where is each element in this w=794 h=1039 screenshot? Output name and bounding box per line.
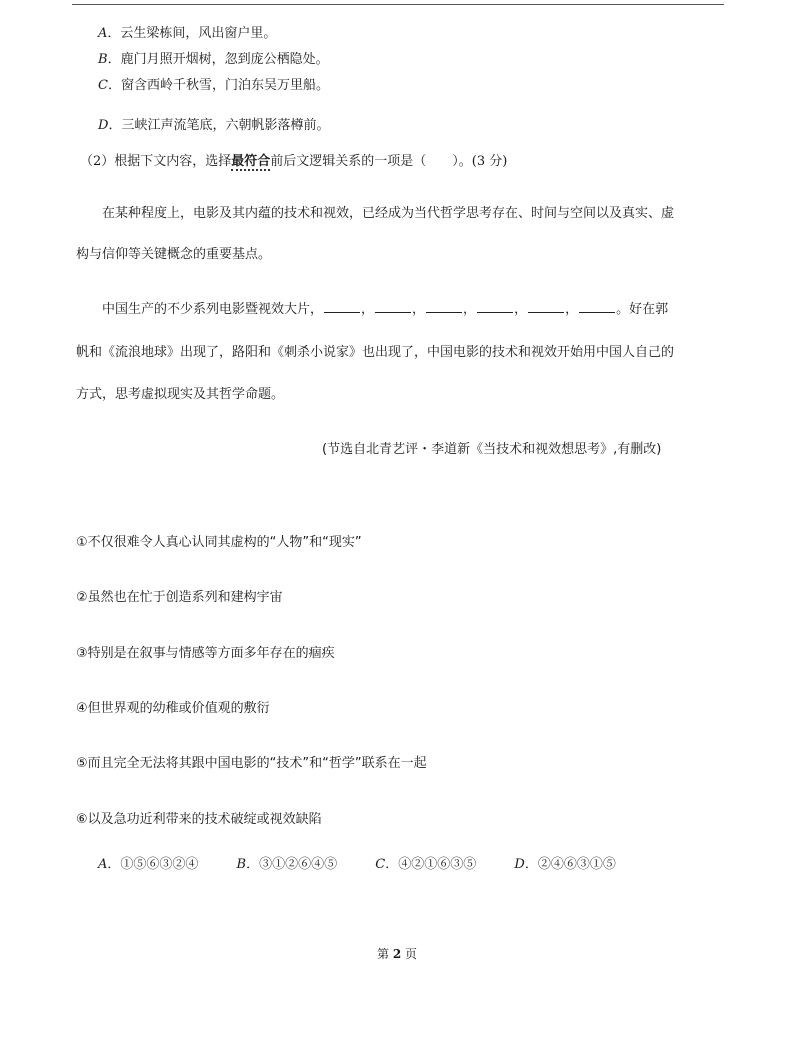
sentence-3: ③特别是在叙事与情感等方面多年存在的痼疾 (76, 646, 335, 661)
passage-p2-line3: 方式，思考虚拟现实及其哲学命题。 (76, 387, 285, 402)
answer-choices (98, 853, 650, 872)
passage-p1-line1: 在某种程度上，电影及其内蕴的技术和视效，已经成为当代哲学思考存在、时间与空间以及真实、虚 (102, 206, 675, 221)
blank-3 (426, 300, 462, 313)
header-rule (72, 4, 724, 5)
prev-option-b: B．鹿门月照开烟树，忽到庞公栖隐处。 (98, 52, 329, 67)
emphasis-text: 最符合 (231, 154, 271, 169)
prev-option-a: A．云生梁栋间，风出窗户里。 (98, 26, 277, 41)
blank-6 (579, 300, 615, 313)
page-number: 第 2 页 (376, 947, 418, 961)
sentence-4: ④但世界观的幼稚或价值观的敷衍 (76, 701, 270, 716)
passage-p2-line1: 中国生产的不少系列电影暨视效大片， ， ， ， ， ， 。好在郭 (102, 302, 669, 317)
sentence-6: ⑥以及急功近利带来的技术破绽或视效缺陷 (76, 812, 322, 827)
answer-b[interactable]: B．③①②⑥④⑤ (236, 857, 338, 872)
answer-d[interactable]: D．②④⑥③①⑤ (514, 857, 616, 872)
blank-1 (324, 300, 360, 313)
passage-source: (节选自北青艺评・李道新《当技术和视效想思考》,有删改) (322, 442, 662, 457)
passage-p1-line2: 构与信仰等关键概念的重要基点。 (76, 247, 272, 262)
sentence-1: ①不仅很难令人真心认同其虚构的“人物”和“现实” (76, 535, 362, 550)
prev-option-c: C．窗含西岭千秋雪，门泊东吴万里船。 (98, 78, 329, 93)
sentence-2: ②虽然也在忙于创造系列和建构宇宙 (76, 590, 283, 605)
blank-5 (528, 300, 564, 313)
answer-c[interactable]: C．④②①⑥③⑤ (375, 857, 477, 872)
question-stem: （2）根据下文内容，选择最符合前后文逻辑关系的一项是（ ）。(3 分) (80, 154, 508, 169)
sentence-5: ⑤而且完全无法将其跟中国电影的“技术”和“哲学”联系在一起 (76, 756, 427, 771)
prev-option-d: D．三峡江声流笔底，六朝帆影落樽前。 (98, 118, 330, 133)
blank-2 (375, 300, 411, 313)
answer-a[interactable]: A．①⑤⑥③②④ (98, 857, 199, 872)
passage-p2-line2: 帆和《流浪地球》出现了，路阳和《刺杀小说家》也出现了，中国电影的技术和视效开始用中国人自己的 (76, 345, 675, 360)
blank-4 (477, 300, 513, 313)
